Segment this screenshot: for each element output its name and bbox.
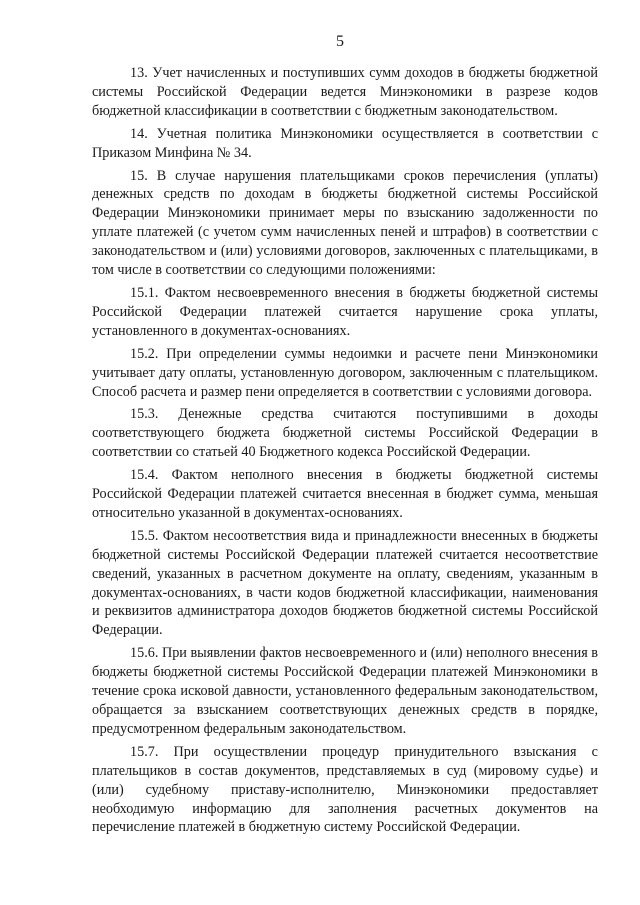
- paragraph-15-7: 15.7. При осуществлении процедур принудительного взыскания с плательщиков в состав документов, представляемых в суд (мировому судье) и (или) судебному приставу-исполнителю, Минэкономики предоставляет необходимую информацию для заполнения расчетных документов на перечисление платежей в бюджетную систему Российской Федерации.: [92, 743, 598, 836]
- paragraph-15-5: 15.5. Фактом несоответствия вида и принадлежности внесенных в бюджеты бюджетной системы Российской Федерации платежей считается несоответствие сведений, указанных в расчетном документе на оплату, сведениям, указанным в документах-основаниях, в части кодов бюджетной классификации, наименования и реквизитов администратора доходов бюджетов бюджетной системы Российской Федерации.: [92, 527, 598, 639]
- document-body: [92, 64, 598, 841]
- paragraph-15-1: 15.1. Фактом несвоевременного внесения в бюджеты бюджетной системы Российской Федерации платежей считается нарушение срока уплаты, установленного в документах-основаниях.: [92, 284, 598, 339]
- paragraph-15-3: 15.3. Денежные средства считаются поступившими в доходы соответствующего бюджета бюджетной системы Российской Федерации в соответствии со статьей 40 Бюджетного кодекса Российской Федерации.: [92, 406, 598, 461]
- paragraph-14: 14. Учетная политика Минэкономики осуществляется в соответствии с Приказом Минфина № 34.: [92, 125, 598, 161]
- paragraph-15-2: 15.2. При определении суммы недоимки и расчете пени Минэкономики учитывает дату оплаты, установленную договором, заключенным с плательщиком. Способ расчета и размер пени определяется в соответствии с условиями договора.: [92, 345, 598, 400]
- paragraph-13: 13. Учет начисленных и поступивших сумм доходов в бюджеты бюджетной системы Российской Федерации ведется Минэкономики в разрезе кодов бюджетной классификации в соответствии с бюджетным законодательством.: [92, 65, 598, 119]
- paragraph-15-6: 15.6. При выявлении фактов несвоевременного и (или) неполного внесения в бюджеты бюджетной системы Российской Федерации платежей Минэкономики в течение срока исковой давности, установленного федеральным законодательством, обращается за взысканием соответствующих денежных средств в порядке, предусмотренном федеральным законодательством.: [92, 645, 598, 737]
- paragraph-15: 15. В случае нарушения плательщиками сроков перечисления (уплаты) денежных средств по доходам в бюджеты бюджетной системы Российской Федерации Минэкономики принимает меры по взысканию задолженности по уплате платежей (с учетом сумм начисленных пеней и штрафов) в соответствии с законодательством и (или) условиями договоров, заключенных с плательщиками, в том числе в соответствии со следующими положениями:: [92, 167, 598, 279]
- page-number: 5: [336, 33, 344, 50]
- paragraph-15-4: 15.4. Фактом неполного внесения в бюджеты бюджетной системы Российской Федерации платежей считается внесенная в бюджет сумма, меньшая относительно указанной в документах-основаниях.: [92, 467, 598, 521]
